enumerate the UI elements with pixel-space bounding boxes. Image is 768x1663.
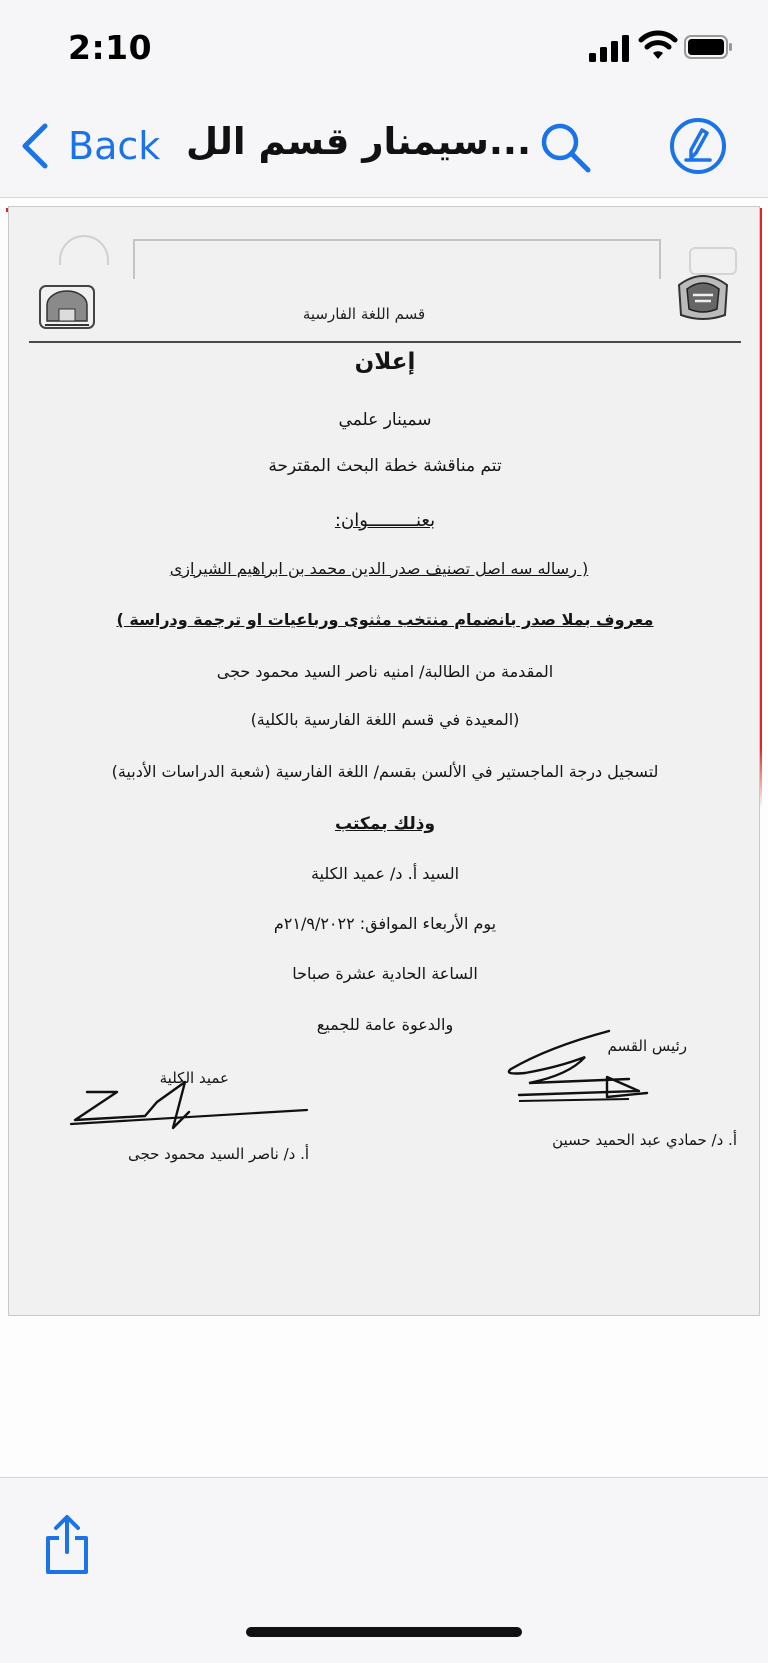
scanned-page [8,206,760,1316]
navigation-bar [0,100,768,198]
discussion-line: تتم مناقشة خطة البحث المقترحة [268,456,502,476]
status-time: 2:10 [68,28,153,67]
bleed-through-seal [59,235,109,265]
degree-line: لتسجيل درجة الماجستير في الألسن بقسم/ اللغة الفارسية (شعبة الدراسات الأدبية) [111,762,659,781]
dean-title: عميد الكلية [159,1069,229,1087]
thesis-title-line-1: ( رساله سه اصل تصنيف صدر الدين محمد بن ابراهيم الشيرازى [169,559,589,578]
department-header: قسم اللغة الفارسية [302,305,426,323]
student-role-line: (المعيدة في قسم اللغة الفارسية بالكلية) [250,710,520,729]
dean-signature [57,1072,327,1142]
battery-icon [684,35,734,59]
home-indicator[interactable] [246,1627,522,1637]
seminar-label: سمينار علمي [338,410,432,430]
university-logo-icon [37,283,97,331]
date-line: يوم الأربعاء الموافق: ٢١/٩/٢٠٢٢م [273,914,497,933]
back-label: Back [68,124,161,168]
thesis-title-line-2: معروف بملا صدر بانضمام منتخب مثنوى ورباعيات او ترجمة ودراسة ) [116,610,654,629]
status-bar [0,0,768,100]
student-line: المقدمة من الطالبة/ امنيه ناصر السيد محمود حجى [216,662,554,681]
back-chevron-icon [18,121,52,171]
header-divider [29,341,741,343]
department-head-title: رئيس القسم [607,1037,687,1055]
dean-office-line: السيد أ. د/ عميد الكلية [310,864,460,883]
document-title: سيمنار قسم الل... [186,120,532,163]
subject-label: بعنـــــــــوان: [334,510,436,531]
toolbar-divider [0,1477,768,1478]
department-head-name: أ. د/ حمادي عبد الحميد حسين [552,1131,737,1149]
office-line: وذلك بمكتب [334,814,436,834]
cellular-signal-icon [588,34,630,62]
time-line: الساعة الحادية عشرة صباحا [292,964,478,983]
bleed-through-frame [133,239,661,279]
share-icon[interactable] [42,1512,92,1576]
markup-pen-icon[interactable] [668,116,728,176]
invitation-line: والدعوة عامة للجميع [316,1015,454,1034]
announcement-title: إعلان [354,349,416,375]
wifi-icon [638,32,678,62]
department-head-signature [489,1017,689,1117]
search-icon[interactable] [536,118,594,176]
dean-name: أ. د/ ناصر السيد محمود حجى [127,1145,309,1163]
back-button[interactable] [18,118,160,174]
faculty-logo-icon [671,265,735,325]
